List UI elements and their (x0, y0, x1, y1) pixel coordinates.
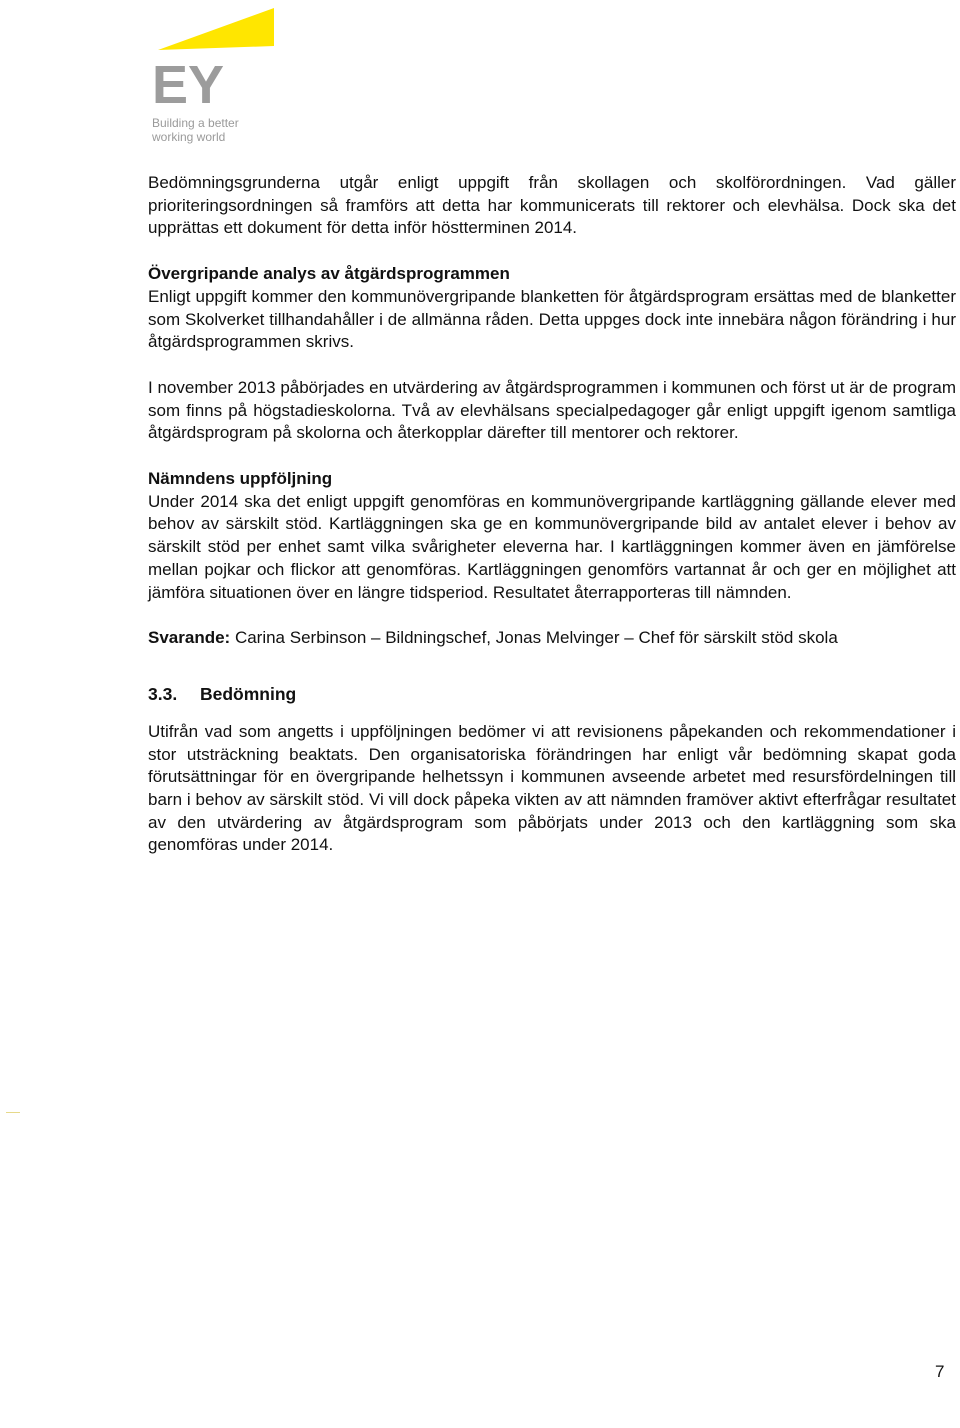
paragraph-bedomningsgrunder: Bedömningsgrunderna utgår enligt uppgift från skollagen och skolförordningen. Vad gäller prioriteringsordningen så framförs att detta har kommunicerats till rektorer och elevhälsa. Dock ska det upprättas ett dokument för detta inför höstterminen 2014. (148, 173, 956, 238)
margin-mark (6, 1112, 20, 1123)
section-heading (148, 684, 956, 705)
ey-logo (150, 8, 280, 148)
respondents-line (148, 627, 956, 650)
page-number: 7 (935, 1362, 945, 1381)
heading-namndens-uppfoljning: Nämndens uppföljning (148, 469, 333, 489)
logo-tagline-line1: Building a better (152, 116, 239, 130)
logo-beam (158, 8, 274, 50)
heading-overgripande-analys: Övergripande analys av åtgärdsprogrammen (148, 264, 510, 284)
logo-tagline (152, 116, 272, 144)
paragraph-utvardering: I november 2013 påbörjades en utvärdering av åtgärdsprogrammen i kommunen och först ut är de program som finns på högstadieskolorna. Två av elevhälsans specialpedagoger går enligt uppgift igenom samtliga åtgärdsprogram på skolorna och återkopplar därefter till mentorer och rektorer. (148, 377, 956, 443)
section-number: 3.3. (148, 683, 178, 704)
paragraph-blanketter: Enligt uppgift kommer den kommunövergripande blanketten för åtgärdsprogram ersättas med de blanketter som Skolverket tillhandahåller i de allmänna råden. Detta uppges dock inte innebära någon förändring i hur åtgärdsprogrammen skrivs. (148, 286, 956, 352)
paragraph-kartlaggning: Under 2014 ska det enligt uppgift genomföras en kommunövergripande kartläggning gällande elever med behov av särskilt stöd. Kartläggningen ska ge en kommunövergripande bild av antalet elever i behov av särskilt stöd per enhet samt vilka svårigheter eleverna har. I kartläggningen kommer även en jämförelse mellan pojkar och flickor att genomföras. Kartläggningen genomförs vartannat år och ger en möjlighet att jämföra situationen över en längre tidsperiod. Resultatet återrapporteras till nämnden. (148, 491, 956, 602)
logo-tagline-line2: working world (152, 130, 226, 144)
section-title: Bedömning (200, 683, 297, 704)
logo-wordmark: EY (152, 55, 225, 108)
respondents-label: Svarande: (148, 628, 231, 648)
paragraph-bedomning: Utifrån vad som angetts i uppföljningen bedömer vi att revisionens påpekanden och rekommendationer i stor utsträckning beaktats. Den organisatoriska förändringen har enligt vår bedömning skapat goda förutsättningar för en övergripande helhetssyn i kommunen avseende arbetet med resursfördelningen till barn i behov av särskilt stöd. Vi vill dock påpeka vikten av att nämnden framöver aktivt efterfrågar resultatet av den utvärdering av åtgärdsprogram som påbörjats under 2013 och den kartläggning som ska genomföras under 2014. (148, 721, 956, 855)
ey-logo-graphic (150, 8, 280, 108)
document-body (148, 172, 956, 880)
respondents-text: Carina Serbinson – Bildningschef, Jonas Melvinger – Chef för särskilt stöd skola (234, 628, 838, 648)
